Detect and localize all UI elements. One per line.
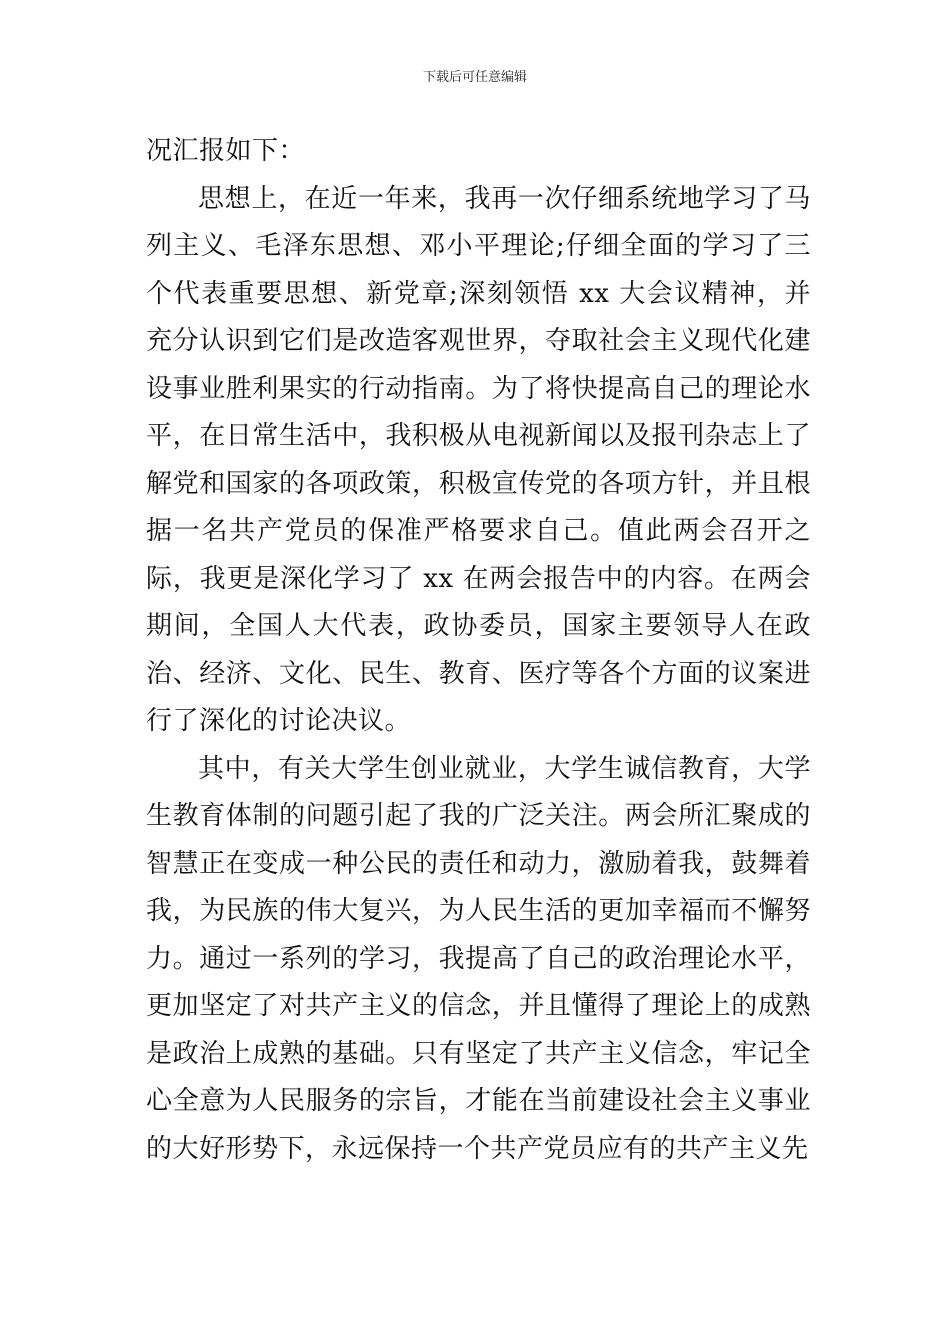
- page-header: 下载后可任意编辑: [422, 70, 527, 85]
- paragraph-0: 况汇报如下：: [146, 136, 306, 166]
- document-body: [146, 128, 811, 1173]
- paragraph-1: 思想上，在近一年来，我再一次仔细系统地学习了马列主义、毛泽东思想、邓小平理论;仔细全面的学习了三个代表重要思想、新党章;深刻领悟 xx 大会议精神，并充分认识到它们是改造客观世界，夺取社会主义现代化建设事业胜利果实的行动指南。为了将快提高自己的理论水平，在日常生活中，我积极从电视新闻以及报刊杂志上了解党和国家的各项政策，积极宣传党的各项方针，并且根据一名共产党员的保准严格要求自己。值此两会召开之际，我更是深化学习了 xx 在两会报告中的内容。在两会期间，全国人大代表，政协委员，国家主要领导人在政治、经济、文化、民生、教育、医疗等各个方面的议案进行了深化的讨论决议。: [146, 183, 811, 736]
- paragraph-2: 其中，有关大学生创业就业，大学生诚信教育，大学生教育体制的问题引起了我的广泛关注。两会所汇聚成的智慧正在变成一种公民的责任和动力，激励着我，鼓舞着我，为民族的伟大复兴，为人民生活的更加幸福而不懈努力。通过一系列的学习，我提高了自己的政治理论水平，更加坚定了对共产主义的信念，并且懂得了理论上的成熟是政治上成熟的基础。只有坚定了共产主义信念，牢记全心全意为人民服务的宗旨，才能在当前建设社会主义事业的大好形势下，永远保持一个共产党员应有的共产主义先: [146, 753, 811, 1164]
